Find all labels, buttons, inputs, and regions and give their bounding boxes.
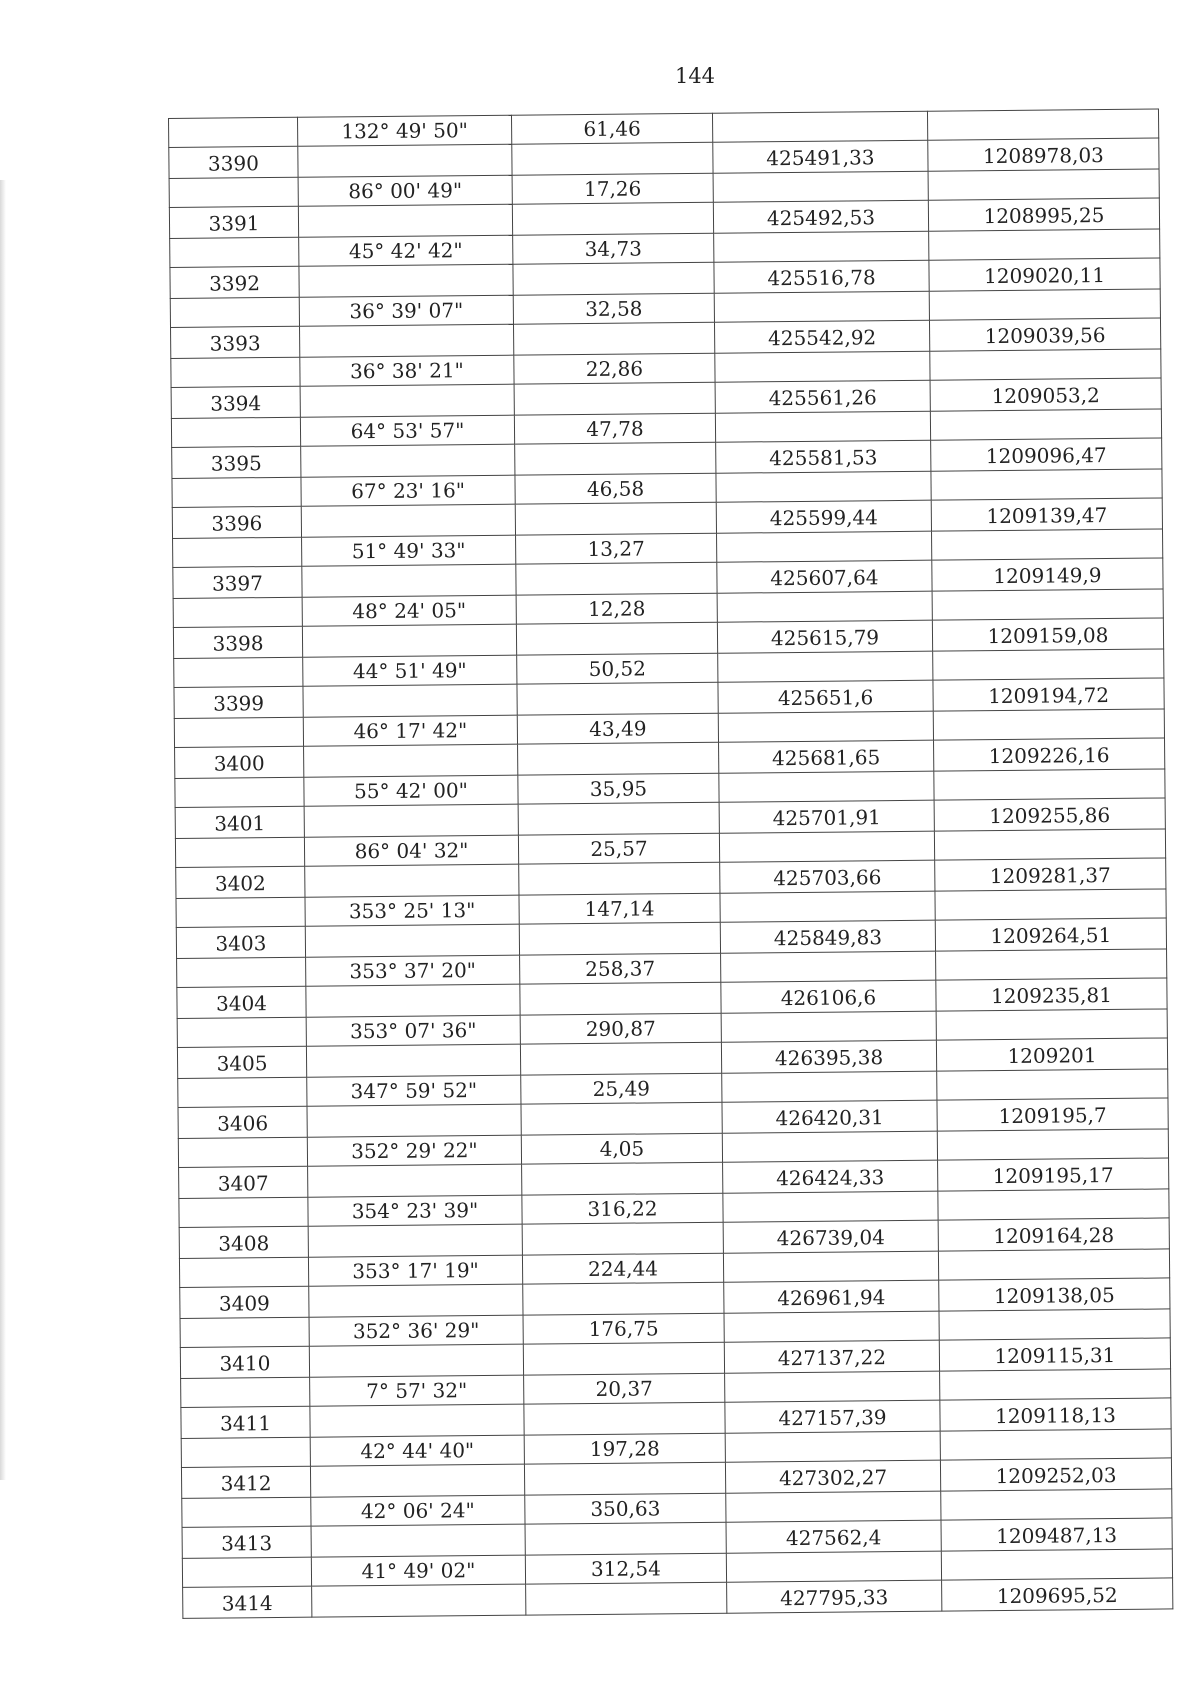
- direction-angle-cell: 352° 29' 22": [307, 1135, 521, 1166]
- x-coordinate-cell-empty: [714, 291, 929, 322]
- direction-angle-cell: 45° 42' 42": [299, 235, 513, 266]
- direction-angle-cell: 64° 53' 57": [300, 415, 514, 446]
- direction-angle-cell: 41° 49' 02": [311, 1555, 525, 1586]
- distance-cell-empty: [525, 1522, 726, 1555]
- distance-cell-empty: [524, 1462, 725, 1495]
- point-number-cell: 3390: [169, 146, 298, 178]
- distance-cell-empty: [520, 1042, 721, 1075]
- direction-angle-cell: 353° 25' 13": [305, 895, 519, 926]
- y-coordinate-cell-empty: [933, 709, 1164, 740]
- point-number-cell: 3402: [176, 866, 305, 898]
- point-number-cell: 3413: [182, 1526, 311, 1558]
- distance-cell: 17,26: [512, 173, 713, 204]
- point-cell-empty: [172, 477, 301, 507]
- direction-angle-cell: 353° 07' 36": [306, 1015, 520, 1046]
- direction-angle-cell-empty: [298, 144, 512, 177]
- distance-cell: 224,44: [522, 1253, 723, 1284]
- distance-cell: 46,58: [515, 473, 716, 504]
- direction-angle-cell: 347° 59' 52": [307, 1075, 521, 1106]
- y-coordinate-cell: 1209252,03: [940, 1458, 1171, 1491]
- y-coordinate-cell-empty: [940, 1429, 1171, 1460]
- distance-cell-empty: [526, 1582, 727, 1615]
- point-number-cell: 3392: [170, 266, 299, 298]
- point-number-cell: 3406: [178, 1106, 307, 1138]
- x-coordinate-cell-empty: [714, 231, 929, 262]
- y-coordinate-cell: 1209255,86: [934, 798, 1165, 831]
- point-number-cell: 3394: [171, 386, 300, 418]
- y-coordinate-cell: 1209281,37: [935, 858, 1166, 891]
- distance-cell: 176,75: [523, 1313, 724, 1344]
- direction-angle-cell: 353° 17' 19": [308, 1255, 522, 1286]
- point-cell-empty: [181, 1377, 310, 1407]
- x-coordinate-cell: 426106,6: [721, 980, 936, 1013]
- y-coordinate-cell-empty: [936, 1009, 1167, 1040]
- x-coordinate-cell: 425542,92: [714, 320, 929, 353]
- direction-angle-cell: 46° 17' 42": [303, 715, 517, 746]
- y-coordinate-cell: 1209264,51: [935, 918, 1166, 951]
- x-coordinate-cell: 425701,91: [719, 800, 934, 833]
- distance-cell-empty: [516, 562, 717, 595]
- point-number-cell: 3411: [181, 1406, 310, 1438]
- y-coordinate-cell-empty: [940, 1369, 1171, 1400]
- point-number-cell: 3409: [180, 1286, 309, 1318]
- x-coordinate-cell: 426395,38: [721, 1040, 936, 1073]
- direction-angle-cell-empty: [310, 1464, 524, 1497]
- x-coordinate-cell-empty: [724, 1311, 939, 1342]
- y-coordinate-cell-empty: [941, 1489, 1172, 1520]
- y-coordinate-cell: 1209118,13: [940, 1398, 1171, 1431]
- page-number: 144: [674, 64, 716, 88]
- y-coordinate-cell-empty: [938, 1249, 1169, 1280]
- x-coordinate-cell: 425492,53: [713, 200, 928, 233]
- point-cell-empty: [171, 417, 300, 447]
- y-coordinate-cell-empty: [929, 229, 1160, 260]
- point-number-cell: 3407: [179, 1166, 308, 1198]
- y-coordinate-cell-empty: [928, 169, 1159, 200]
- x-coordinate-cell-empty: [719, 771, 934, 802]
- distance-cell: 316,22: [522, 1193, 723, 1224]
- x-coordinate-cell-empty: [719, 831, 934, 862]
- point-cell-empty: [178, 1137, 307, 1167]
- y-coordinate-cell-empty: [936, 949, 1167, 980]
- direction-angle-cell: 67° 23' 16": [301, 475, 515, 506]
- distance-cell: 25,49: [521, 1073, 722, 1104]
- y-coordinate-cell: 1208995,25: [928, 198, 1159, 231]
- point-number-cell: 3414: [183, 1586, 312, 1618]
- distance-cell-empty: [518, 742, 719, 775]
- direction-angle-cell-empty: [310, 1404, 524, 1437]
- distance-cell-empty: [519, 862, 720, 895]
- distance-cell-empty: [524, 1402, 725, 1435]
- direction-angle-cell-empty: [308, 1164, 522, 1197]
- y-coordinate-cell: 1209020,11: [929, 258, 1160, 291]
- point-cell-empty: [177, 957, 306, 987]
- direction-angle-cell: 51° 49' 33": [302, 535, 516, 566]
- x-coordinate-cell-empty: [715, 351, 930, 382]
- distance-cell-empty: [522, 1162, 723, 1195]
- point-number-cell: 3408: [179, 1226, 308, 1258]
- point-number-cell: 3401: [175, 806, 304, 838]
- direction-angle-cell: 353° 37' 20": [306, 955, 520, 986]
- y-coordinate-cell: 1209053,2: [930, 378, 1161, 411]
- x-coordinate-cell-empty: [716, 471, 931, 502]
- x-coordinate-cell: 425681,65: [719, 740, 934, 773]
- direction-angle-cell: 352° 36' 29": [309, 1315, 523, 1346]
- distance-cell-empty: [515, 502, 716, 535]
- point-cell-empty: [173, 537, 302, 567]
- point-number-cell: 3391: [169, 206, 298, 238]
- distance-cell: 47,78: [514, 413, 715, 444]
- point-cell-empty: [169, 117, 298, 147]
- y-coordinate-cell-empty: [934, 769, 1165, 800]
- x-coordinate-cell: 427562,4: [726, 1520, 941, 1553]
- distance-cell: 34,73: [513, 233, 714, 264]
- point-number-cell: 3398: [173, 626, 302, 658]
- direction-angle-cell-empty: [304, 744, 518, 777]
- x-coordinate-cell: 425615,79: [717, 620, 932, 653]
- y-coordinate-cell: 1209039,56: [929, 318, 1160, 351]
- x-coordinate-cell-empty: [718, 711, 933, 742]
- x-coordinate-cell-empty: [717, 531, 932, 562]
- point-cell-empty: [175, 837, 304, 867]
- y-coordinate-cell-empty: [934, 829, 1165, 860]
- distance-cell-empty: [521, 1102, 722, 1135]
- y-coordinate-cell: 1209149,9: [932, 558, 1163, 591]
- x-coordinate-cell-empty: [725, 1431, 940, 1462]
- point-number-cell: 3395: [172, 446, 301, 478]
- direction-angle-cell: 44° 51' 49": [303, 655, 517, 686]
- x-coordinate-cell: 426739,04: [723, 1220, 938, 1253]
- x-coordinate-cell: 425491,33: [713, 140, 928, 173]
- y-coordinate-cell-empty: [941, 1549, 1172, 1580]
- distance-cell: 25,57: [518, 833, 719, 864]
- point-cell-empty: [177, 1017, 306, 1047]
- x-coordinate-cell-empty: [721, 1011, 936, 1042]
- point-number-cell: 3396: [172, 506, 301, 538]
- distance-cell-empty: [517, 682, 718, 715]
- point-number-cell: 3405: [177, 1046, 306, 1078]
- direction-angle-cell-empty: [312, 1584, 526, 1617]
- y-coordinate-cell: 1209201: [936, 1038, 1167, 1071]
- distance-cell: 13,27: [516, 533, 717, 564]
- y-coordinate-cell: 1209115,31: [939, 1338, 1170, 1371]
- point-number-cell: 3399: [174, 686, 303, 718]
- y-coordinate-cell: 1209695,52: [942, 1578, 1173, 1611]
- x-coordinate-cell-empty: [713, 171, 928, 202]
- distance-cell: 4,05: [521, 1133, 722, 1164]
- y-coordinate-cell: 1209096,47: [931, 438, 1162, 471]
- direction-angle-cell-empty: [309, 1344, 523, 1377]
- y-coordinate-cell-empty: [930, 409, 1161, 440]
- y-coordinate-cell-empty: [932, 529, 1163, 560]
- coordinates-table: [168, 108, 1173, 1618]
- x-coordinate-cell-empty: [721, 951, 936, 982]
- direction-angle-cell-empty: [306, 1044, 520, 1077]
- x-coordinate-cell-empty: [717, 591, 932, 622]
- x-coordinate-cell: 427302,27: [725, 1460, 940, 1493]
- y-coordinate-cell-empty: [937, 1069, 1168, 1100]
- y-coordinate-cell: 1209194,72: [933, 678, 1164, 711]
- distance-cell-empty: [520, 982, 721, 1015]
- y-coordinate-cell-empty: [938, 1189, 1169, 1220]
- x-coordinate-cell: 427157,39: [725, 1400, 940, 1433]
- direction-angle-cell-empty: [302, 624, 516, 657]
- y-coordinate-cell: 1209164,28: [938, 1218, 1169, 1251]
- direction-angle-cell: 42° 44' 40": [310, 1435, 524, 1466]
- point-cell-empty: [174, 657, 303, 687]
- direction-angle-cell-empty: [308, 1224, 522, 1257]
- direction-angle-cell-empty: [305, 864, 519, 897]
- x-coordinate-cell: 425581,53: [716, 440, 931, 473]
- distance-cell-empty: [522, 1222, 723, 1255]
- x-coordinate-cell: 425561,26: [715, 380, 930, 413]
- distance-cell-empty: [519, 922, 720, 955]
- x-coordinate-cell: 425703,66: [720, 860, 935, 893]
- direction-angle-cell: 7° 57' 32": [310, 1375, 524, 1406]
- x-coordinate-cell: 426420,31: [722, 1100, 937, 1133]
- y-coordinate-cell: 1208978,03: [928, 138, 1159, 171]
- direction-angle-cell-empty: [301, 504, 515, 537]
- direction-angle-cell: 86° 04' 32": [304, 835, 518, 866]
- distance-cell: 32,58: [513, 293, 714, 324]
- direction-angle-cell-empty: [301, 444, 515, 477]
- distance-cell: 147,14: [519, 893, 720, 924]
- point-number-cell: 3403: [176, 926, 305, 958]
- y-coordinate-cell: 1209226,16: [934, 738, 1165, 771]
- point-number-cell: 3397: [173, 566, 302, 598]
- direction-angle-cell-empty: [302, 564, 516, 597]
- distance-cell: 35,95: [518, 773, 719, 804]
- distance-cell-empty: [515, 442, 716, 475]
- distance-cell: 20,37: [524, 1373, 725, 1404]
- distance-cell-empty: [523, 1342, 724, 1375]
- coordinates-table-body: [169, 109, 1173, 1618]
- point-number-cell: 3400: [175, 746, 304, 778]
- direction-angle-cell: 48° 24' 05": [302, 595, 516, 626]
- direction-angle-cell-empty: [303, 684, 517, 717]
- distance-cell: 43,49: [517, 713, 718, 744]
- direction-angle-cell-empty: [300, 324, 514, 357]
- y-coordinate-cell-empty: [935, 889, 1166, 920]
- distance-cell: 22,86: [514, 353, 715, 384]
- x-coordinate-cell: 425599,44: [716, 500, 931, 533]
- direction-angle-cell: 132° 49' 50": [297, 115, 511, 146]
- point-cell-empty: [179, 1197, 308, 1227]
- y-coordinate-cell-empty: [932, 589, 1163, 620]
- x-coordinate-cell: 426961,94: [724, 1280, 939, 1313]
- point-cell-empty: [180, 1317, 309, 1347]
- x-coordinate-cell: 427137,22: [724, 1340, 939, 1373]
- x-coordinate-cell: 425651,6: [718, 680, 933, 713]
- distance-cell: 290,87: [520, 1013, 721, 1044]
- point-number-cell: 3412: [181, 1466, 310, 1498]
- x-coordinate-cell-empty: [723, 1251, 938, 1282]
- distance-cell-empty: [516, 622, 717, 655]
- direction-angle-cell: 86° 00' 49": [298, 175, 512, 206]
- point-number-cell: 3404: [177, 986, 306, 1018]
- point-number-cell: 3410: [180, 1346, 309, 1378]
- direction-angle-cell-empty: [298, 204, 512, 237]
- x-coordinate-cell: 425516,78: [714, 260, 929, 293]
- y-coordinate-cell-empty: [927, 109, 1158, 140]
- distance-cell: 258,37: [520, 953, 721, 984]
- direction-angle-cell: 36° 39' 07": [299, 295, 513, 326]
- point-cell-empty: [182, 1497, 311, 1527]
- point-cell-empty: [182, 1557, 311, 1587]
- x-coordinate-cell-empty: [723, 1191, 938, 1222]
- y-coordinate-cell-empty: [933, 649, 1164, 680]
- distance-cell-empty: [513, 262, 714, 295]
- x-coordinate-cell-empty: [720, 891, 935, 922]
- point-cell-empty: [173, 597, 302, 627]
- point-cell-empty: [181, 1437, 310, 1467]
- point-cell-empty: [175, 777, 304, 807]
- distance-cell-empty: [518, 802, 719, 835]
- direction-angle-cell-empty: [311, 1524, 525, 1557]
- direction-angle-cell-empty: [300, 384, 514, 417]
- distance-cell-empty: [512, 202, 713, 235]
- y-coordinate-cell: 1209138,05: [939, 1278, 1170, 1311]
- point-number-cell: 3393: [171, 326, 300, 358]
- x-coordinate-cell-empty: [718, 651, 933, 682]
- point-cell-empty: [170, 237, 299, 267]
- x-coordinate-cell: 426424,33: [723, 1160, 938, 1193]
- x-coordinate-cell-empty: [726, 1551, 941, 1582]
- y-coordinate-cell: 1209487,13: [941, 1518, 1172, 1551]
- direction-angle-cell: 42° 06' 24": [311, 1495, 525, 1526]
- direction-angle-cell-empty: [306, 984, 520, 1017]
- distance-cell: 350,63: [525, 1493, 726, 1524]
- x-coordinate-cell: 425849,83: [720, 920, 935, 953]
- point-cell-empty: [171, 357, 300, 387]
- y-coordinate-cell-empty: [937, 1129, 1168, 1160]
- x-coordinate-cell-empty: [722, 1071, 937, 1102]
- direction-angle-cell-empty: [309, 1284, 523, 1317]
- y-coordinate-cell-empty: [939, 1309, 1170, 1340]
- distance-cell: 50,52: [517, 653, 718, 684]
- y-coordinate-cell: 1209235,81: [936, 978, 1167, 1011]
- x-coordinate-cell-empty: [722, 1131, 937, 1162]
- point-cell-empty: [174, 717, 303, 747]
- direction-angle-cell: 354° 23' 39": [308, 1195, 522, 1226]
- y-coordinate-cell: 1209139,47: [931, 498, 1162, 531]
- y-coordinate-cell: 1209195,17: [938, 1158, 1169, 1191]
- distance-cell: 12,28: [516, 593, 717, 624]
- distance-cell: 312,54: [525, 1553, 726, 1584]
- direction-angle-cell-empty: [299, 264, 513, 297]
- y-coordinate-cell: 1209195,7: [937, 1098, 1168, 1131]
- y-coordinate-cell-empty: [931, 469, 1162, 500]
- distance-cell-empty: [523, 1282, 724, 1315]
- x-coordinate-cell-empty: [715, 411, 930, 442]
- direction-angle-cell-empty: [307, 1104, 521, 1137]
- x-coordinate-cell: 425607,64: [717, 560, 932, 593]
- y-coordinate-cell-empty: [930, 349, 1161, 380]
- direction-angle-cell: 55° 42' 00": [304, 775, 518, 806]
- x-coordinate-cell-empty: [712, 111, 927, 142]
- direction-angle-cell-empty: [305, 924, 519, 957]
- scan-edge-shadow: [0, 180, 6, 1480]
- distance-cell-empty: [513, 322, 714, 355]
- distance-cell-empty: [512, 142, 713, 175]
- point-cell-empty: [179, 1257, 308, 1287]
- distance-cell: 61,46: [511, 113, 712, 144]
- x-coordinate-cell-empty: [726, 1491, 941, 1522]
- direction-angle-cell-empty: [304, 804, 518, 837]
- distance-cell-empty: [514, 382, 715, 415]
- point-cell-empty: [176, 897, 305, 927]
- x-coordinate-cell-empty: [725, 1371, 940, 1402]
- distance-cell: 197,28: [524, 1433, 725, 1464]
- y-coordinate-cell: 1209159,08: [932, 618, 1163, 651]
- y-coordinate-cell-empty: [929, 289, 1160, 320]
- point-cell-empty: [178, 1077, 307, 1107]
- point-cell-empty: [170, 297, 299, 327]
- direction-angle-cell: 36° 38' 21": [300, 355, 514, 386]
- x-coordinate-cell: 427795,33: [727, 1580, 942, 1613]
- point-cell-empty: [169, 177, 298, 207]
